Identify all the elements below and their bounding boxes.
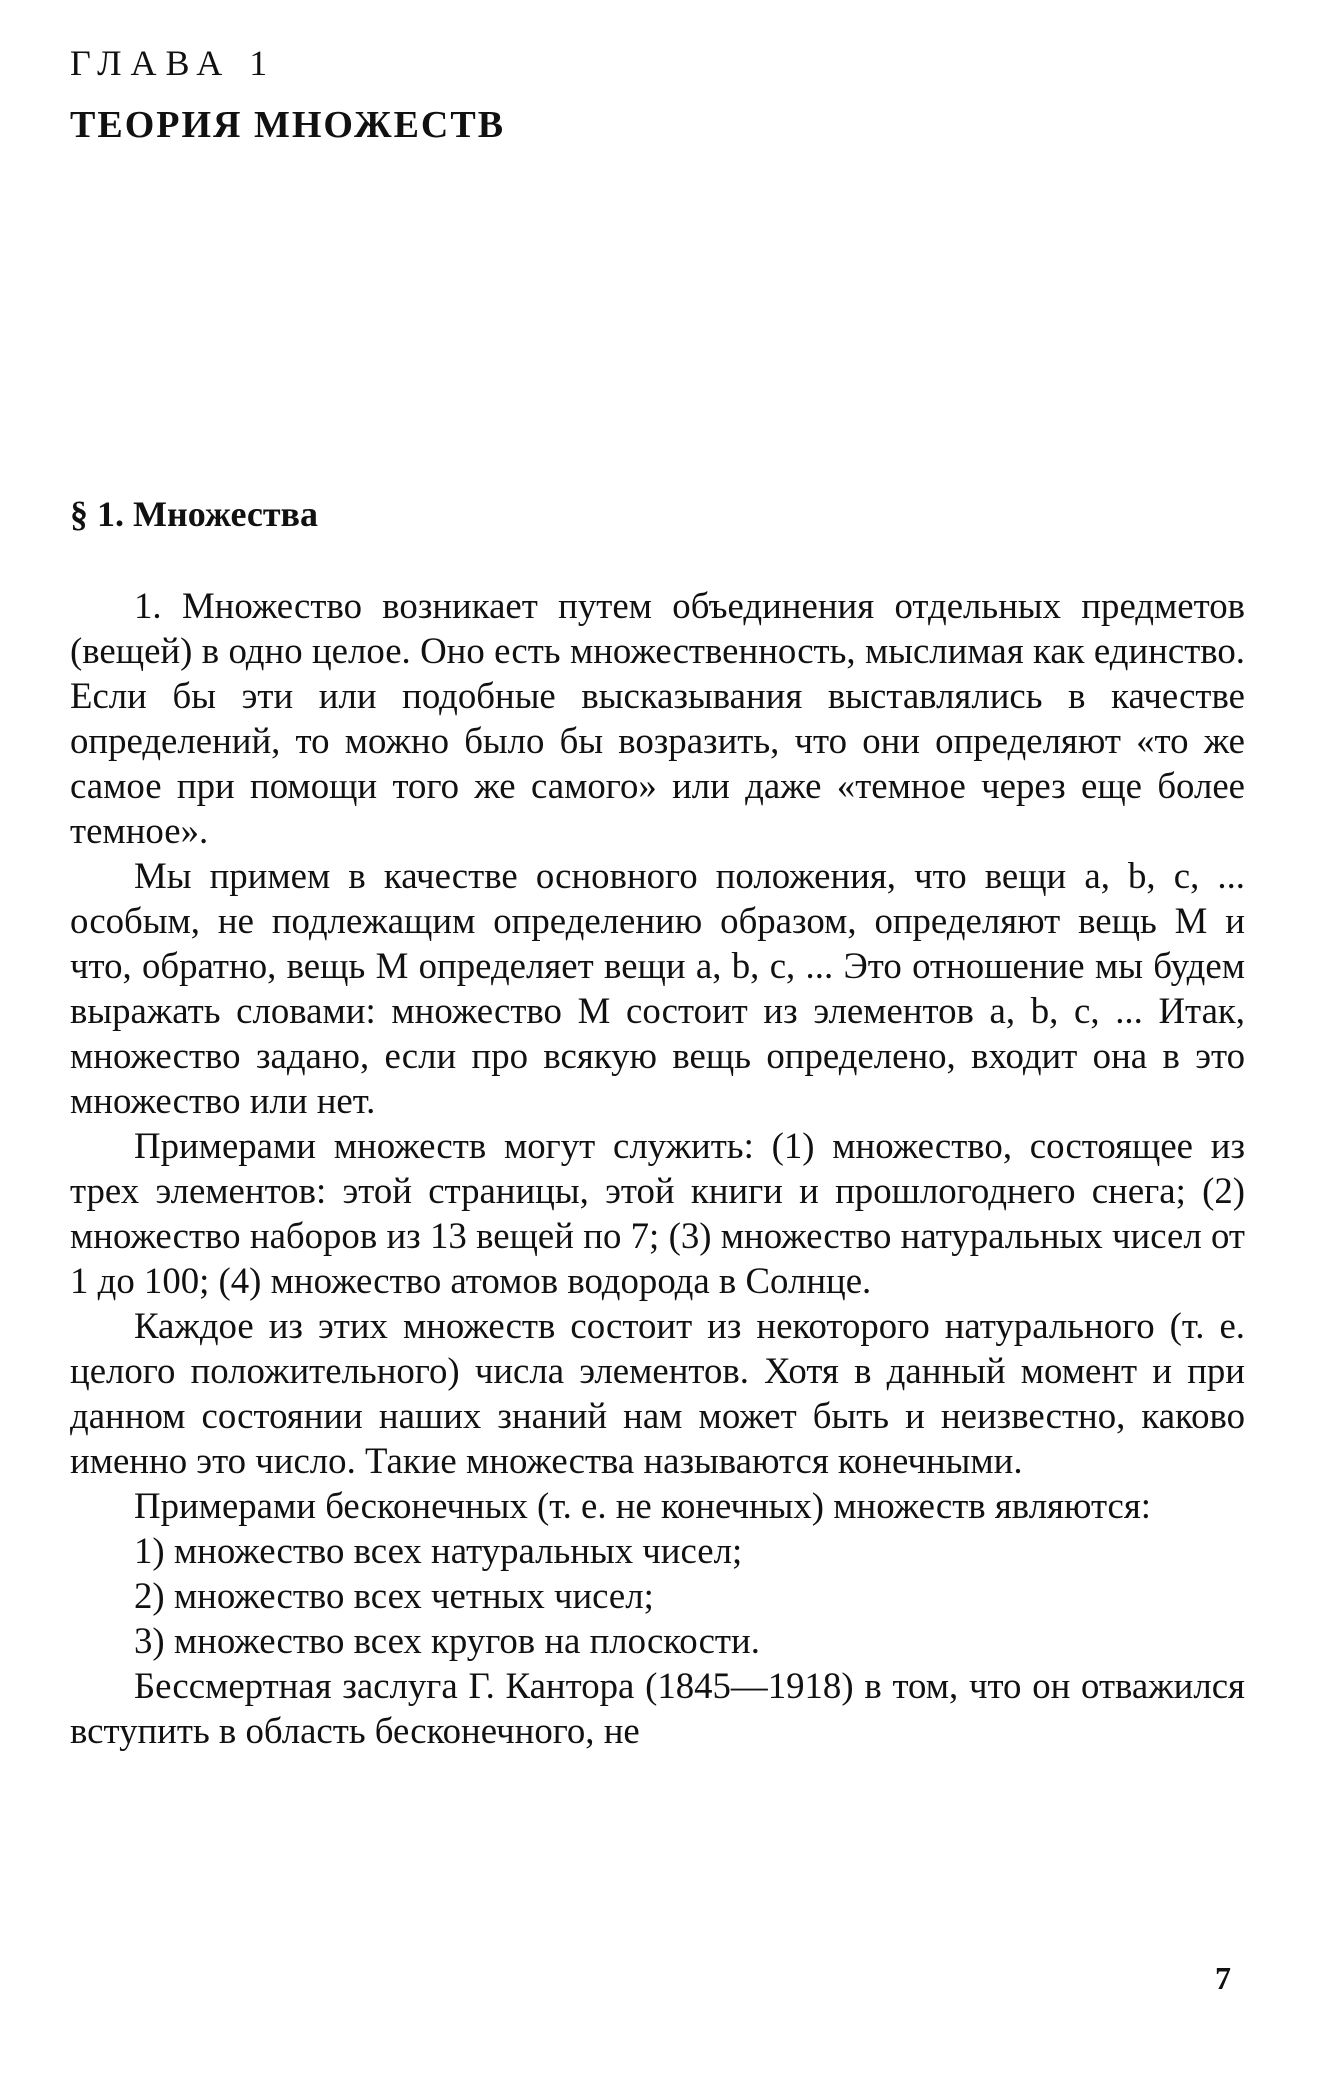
paragraph-4: Каждое из этих множеств состоит из некоторого натурального (т. е. целого положительного) числа элементов. Хотя в данный момент и при данном состоянии наших знаний нам может быть и неизвестно, каково именно это число. Такие множества называются конечными. — [70, 1305, 1245, 1481]
section-title: § 1. Множества — [70, 494, 318, 534]
chapter-label: ГЛАВА 1 — [70, 43, 277, 83]
paragraph-6: Бессмертная заслуга Г. Кантора (1845—1918) в том, что он отважился вступить в область бесконечного, не — [70, 1665, 1245, 1751]
paragraph-2: Мы примем в качестве основного положения, что вещи a, b, c, ... особым, не подлежащим определению образом, определяют вещь M и что, обратно, вещь M определяет вещи a, b, c, ... Это отношение мы будем выражать словами: множество M состоит из элементов a, b, c, ... Итак, множество задано, если про всякую вещь определено, входит она в это множество или нет. — [70, 855, 1245, 1121]
list-item: 3) множество всех кругов на плоскости. — [134, 1620, 760, 1661]
chapter-title: ТЕОРИЯ МНОЖЕСТВ — [70, 104, 506, 146]
list-item: 2) множество всех четных чисел; — [134, 1575, 654, 1616]
paragraph-1: 1. Множество возникает путем объединения отдельных предметов (вещей) в одно целое. Оно есть множественность, мыслимая как единство. Если бы эти или подобные высказывания выставлялись в качестве определений, то можно было бы возразить, что они определяют «то же самое при помощи того же самого» или даже «темное через еще более темное». — [70, 585, 1245, 851]
body-text — [70, 583, 1245, 1753]
paragraph-5: Примерами бесконечных (т. е. не конечных) множеств являются: — [134, 1485, 1151, 1526]
page-number: 7 — [1215, 1960, 1231, 1996]
list-item: 1) множество всех натуральных чисел; — [134, 1530, 743, 1571]
paragraph-3: Примерами множеств могут служить: (1) множество, состоящее из трех элементов: этой страницы, этой книги и прошлогоднего снега; (2) множество наборов из 13 вещей по 7; (3) множество натуральных чисел от 1 до 100; (4) множество атомов водорода в Солнце. — [70, 1125, 1245, 1301]
